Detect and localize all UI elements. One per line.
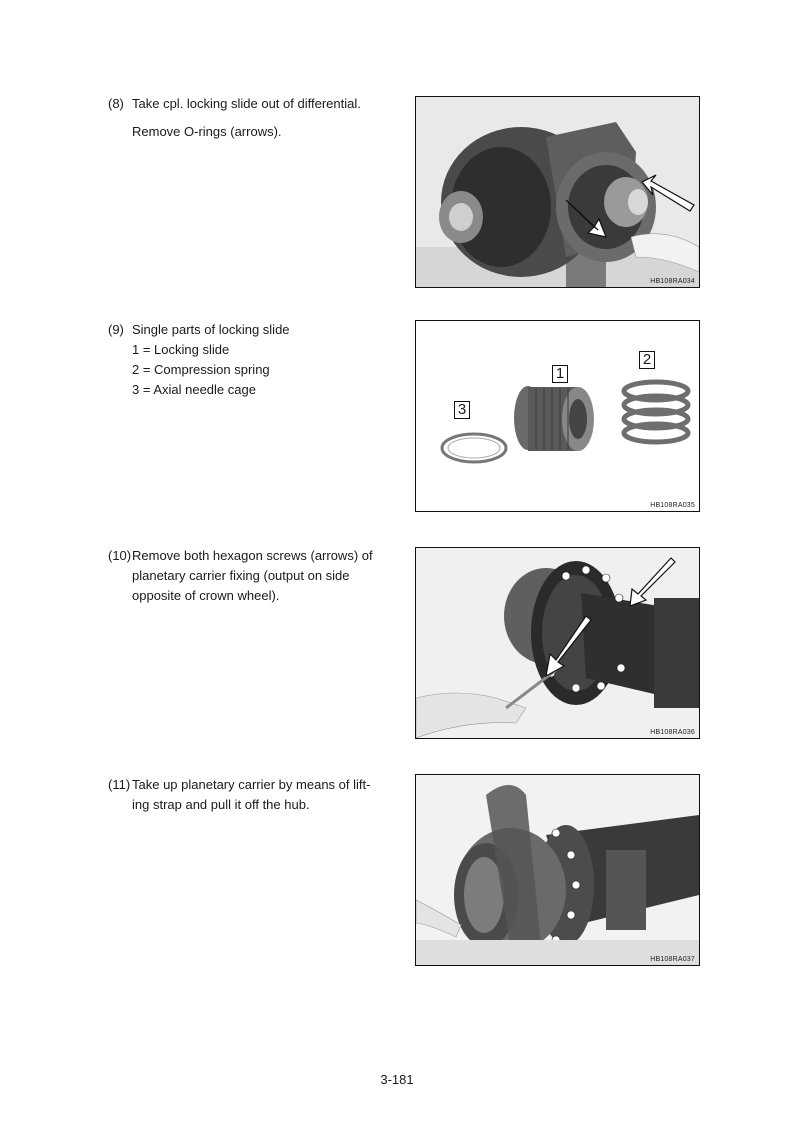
parts-list-item: 1 = Locking slide [132,342,230,357]
step-text: planetary carrier fixing (output on side [132,568,350,583]
step-9 [108,320,380,400]
photo-lifting-strap [416,775,699,965]
photo-planetary-carrier [416,548,699,738]
step-text: Remove both hexagon screws (arrows) of [132,548,373,563]
step-number: (11) [108,777,131,792]
callout-2: 2 [639,351,655,369]
figure-code: HB108RA037 [650,956,695,963]
parts-list-item: 2 = Compression spring [132,362,270,377]
figure-locking-slide-parts [415,320,700,512]
step-text: Single parts of locking slide [132,322,290,337]
step-text: Remove O-rings (arrows). [132,124,282,139]
step-text: ing strap and pull it off the hub. [132,797,310,812]
step-number: (9) [108,322,124,337]
figure-planetary-carrier-screws [415,547,700,739]
photo-differential [416,97,699,287]
step-text: Take cpl. locking slide out of differential. [132,96,361,111]
step-number: (8) [108,96,124,111]
callout-1: 1 [552,365,568,383]
figure-differential-locking-slide [415,96,700,288]
step-text: opposite of crown wheel). [132,588,280,603]
figure-code: HB108RA035 [650,502,695,509]
figure-code: HB108RA034 [650,278,695,285]
parts-list-item: 3 = Axial needle cage [132,382,256,397]
page-number: 3-181 [380,1072,414,1087]
parts-list [108,340,380,400]
figure-code: HB108RA036 [650,729,695,736]
step-10 [108,546,380,606]
step-text: Take up planetary carrier by means of lift- [132,777,371,792]
step-8 [108,94,380,142]
callout-3: 3 [454,401,470,419]
figure-lifting-strap [415,774,700,966]
step-11 [108,775,380,815]
step-number: (10) [108,548,132,563]
